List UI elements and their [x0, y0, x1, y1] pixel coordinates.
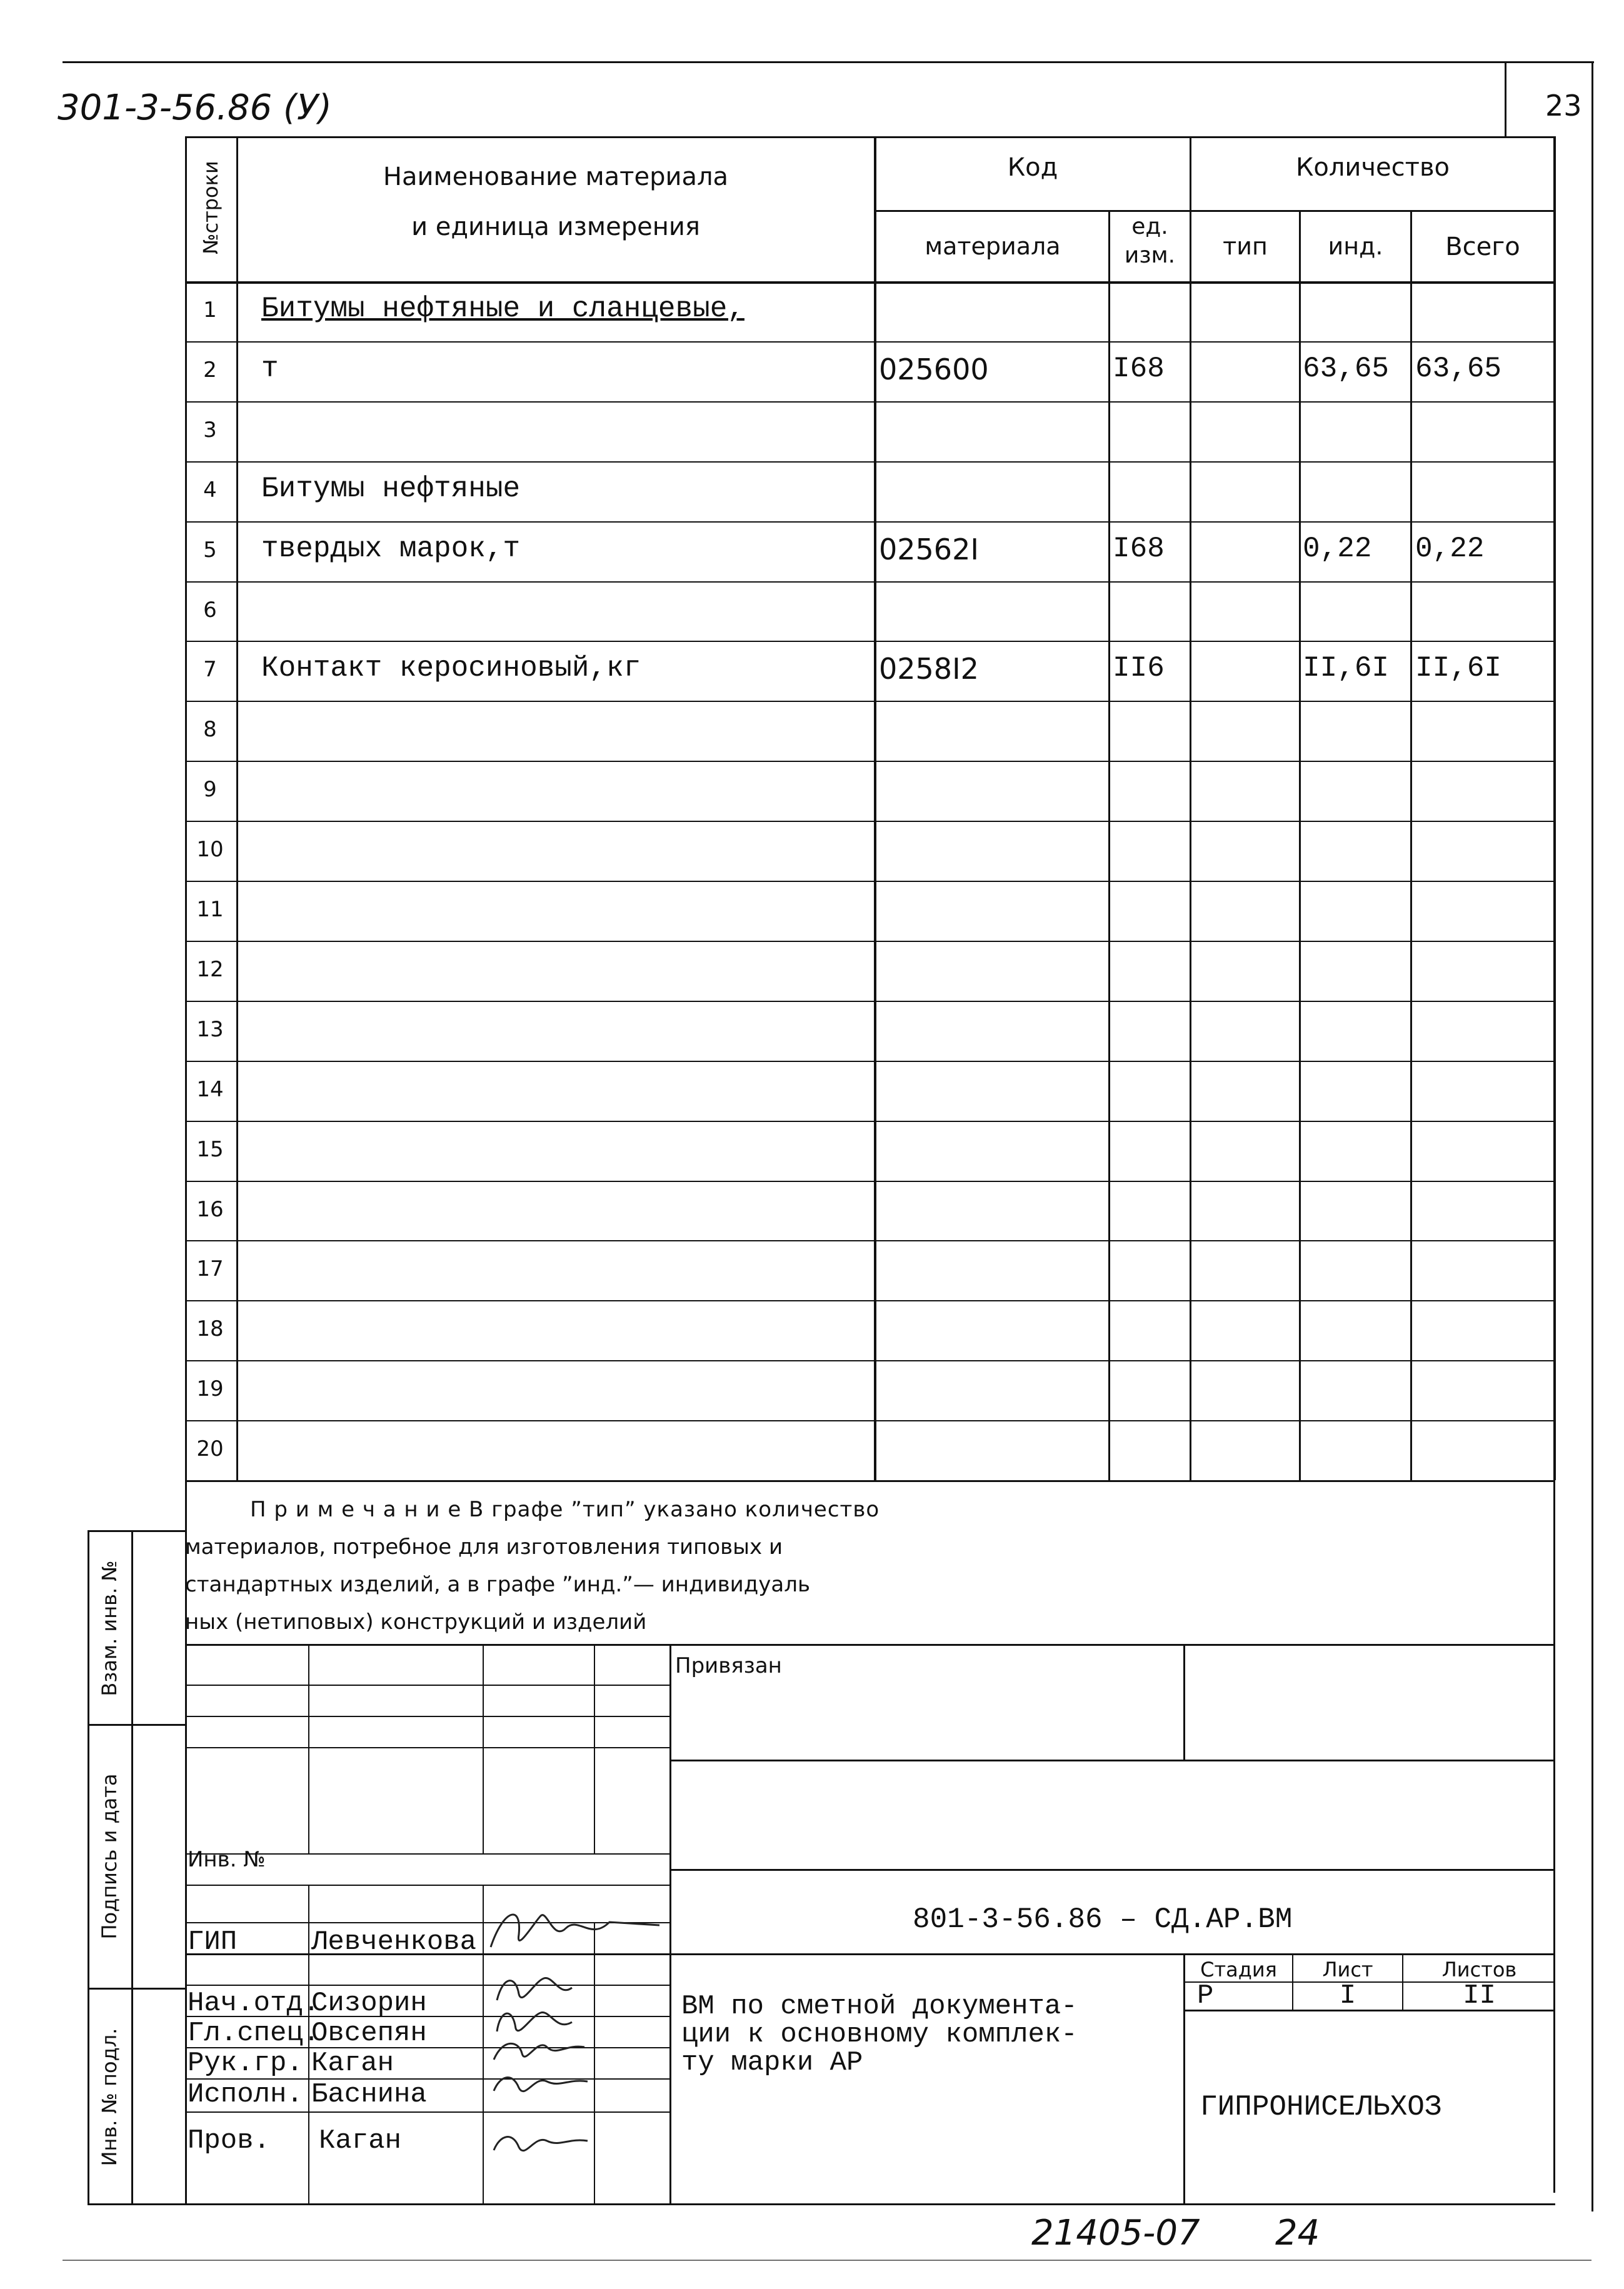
row-number: 14 [196, 1076, 224, 1102]
note-line: материалов, потребное для изготовления типовых и [185, 1535, 783, 1560]
header-material-unit: и единица измерения [411, 213, 700, 241]
inv-no-label: Инв. № [188, 1847, 266, 1872]
side-label-podpis: Подпись и дата [98, 1773, 121, 1940]
sheets-value: II [1463, 1980, 1496, 2011]
row-number: 3 [203, 417, 217, 443]
cell-unit-code: I68 [1113, 532, 1165, 565]
signer-name: Каган [319, 2125, 402, 2156]
row-number: 18 [196, 1316, 224, 1341]
document-code-header: 301-3-56.86 (У) [58, 88, 332, 128]
row-number: 10 [196, 836, 224, 862]
header-material-name: Наименование материала [383, 163, 729, 191]
footer-number: 21405-07 [1031, 2213, 1200, 2253]
header-code-material: материала [925, 233, 1061, 260]
side-label-vzam: Взам. инв. № [98, 1560, 121, 1696]
row-number: 17 [196, 1256, 224, 1281]
organization-name: ГИПРОНИСЕЛЬХОЗ [1200, 2091, 1442, 2123]
privyazan-label: Привязан [675, 1653, 782, 1678]
sheet-label: Лист [1322, 1958, 1373, 1981]
header-quantity: Количество [1295, 153, 1450, 182]
signature-mark [484, 1897, 672, 1960]
signer-role: Гл.спец. [188, 2018, 320, 2049]
signer-role: Рук.гр. [188, 2048, 303, 2079]
cell-material-name: т [261, 352, 279, 385]
row-number: 5 [203, 537, 217, 563]
row-number: 19 [196, 1376, 224, 1401]
cell-material-name: Битумы нефтяные и сланцевые, [261, 292, 744, 325]
document-title-line: ту марки АР [681, 2047, 863, 2078]
document-code: 801-3-56.86 – СД.АР.ВМ [913, 1903, 1293, 1936]
cell-material-code: 025600 [879, 352, 989, 386]
row-number: 13 [196, 1016, 224, 1042]
signature-mark [484, 2056, 597, 2106]
signer-name: Сизорин [311, 1988, 427, 2019]
signer-role: ГИП [188, 1926, 238, 1958]
row-number: 15 [196, 1136, 224, 1162]
cell-qty-ind: 63,65 [1303, 352, 1390, 385]
cell-unit-code: I68 [1113, 352, 1165, 385]
note-line: стандартных изделий, а в графе ”инд.”— индивидуаль [185, 1572, 810, 1597]
sheet-value: I [1339, 1980, 1356, 2011]
sheets-label: Листов [1441, 1958, 1517, 1981]
page-number: 23 [1545, 89, 1582, 123]
cell-qty-total: II,6I [1415, 651, 1502, 684]
cell-material-name: твердых марок,т [261, 532, 521, 565]
signer-name: Овсепян [311, 2018, 427, 2049]
cell-material-code: 0258I2 [879, 651, 979, 686]
header-qty-type: тип [1223, 233, 1268, 260]
header-code-unit-l2: изм. [1124, 243, 1176, 268]
cell-material-name: Битумы нефтяные [261, 472, 521, 505]
cell-qty-ind: 0,22 [1303, 532, 1372, 565]
header-row-number: №строки [199, 161, 223, 254]
header-code-unit-l1: ед. [1131, 214, 1168, 239]
document-title-line: ВМ по сметной документа- [681, 1991, 1078, 2022]
stage-label: Стадия [1200, 1958, 1277, 1981]
header-qty-ind: инд. [1328, 233, 1383, 260]
signer-role: Нач.отд. [188, 1988, 320, 2019]
row-number: 16 [196, 1196, 224, 1222]
row-number: 4 [203, 477, 217, 503]
signer-role: Пров. [188, 2125, 271, 2156]
header-code: Код [1007, 153, 1058, 182]
document-title-line: ции к основному комплек- [681, 2019, 1078, 2050]
signer-name: Левченкова [311, 1926, 477, 1958]
note-line: ных (нетиповых) конструкций и изделий [185, 1610, 647, 1635]
note-line: П р и м е ч а н и е В графе ”тип” указано количество [250, 1497, 880, 1522]
cell-material-code: 02562I [879, 532, 979, 566]
footer-page: 24 [1275, 2213, 1320, 2253]
row-number: 6 [203, 597, 217, 623]
row-number: 7 [203, 656, 217, 682]
cell-qty-total: 0,22 [1415, 532, 1485, 565]
row-number: 8 [203, 716, 217, 742]
row-number: 1 [203, 297, 217, 323]
signer-role: Исполн. [188, 2079, 303, 2110]
cell-qty-total: 63,65 [1415, 352, 1502, 385]
row-number: 2 [203, 357, 217, 383]
row-number: 20 [196, 1436, 224, 1461]
header-qty-total: Всего [1445, 233, 1520, 261]
signer-name: Баснина [311, 2079, 427, 2110]
row-number: 9 [203, 776, 217, 802]
row-number: 11 [196, 896, 224, 922]
cell-qty-ind: II,6I [1303, 651, 1390, 684]
stage-value: Р [1197, 1980, 1214, 2011]
side-label-inv-podl: Инв. № подл. [98, 2028, 121, 2166]
row-number: 12 [196, 956, 224, 982]
signer-name: Каган [311, 2048, 394, 2079]
signature-mark [484, 2116, 597, 2166]
cell-unit-code: II6 [1113, 651, 1165, 684]
cell-material-name: Контакт керосиновый,кг [261, 651, 641, 684]
